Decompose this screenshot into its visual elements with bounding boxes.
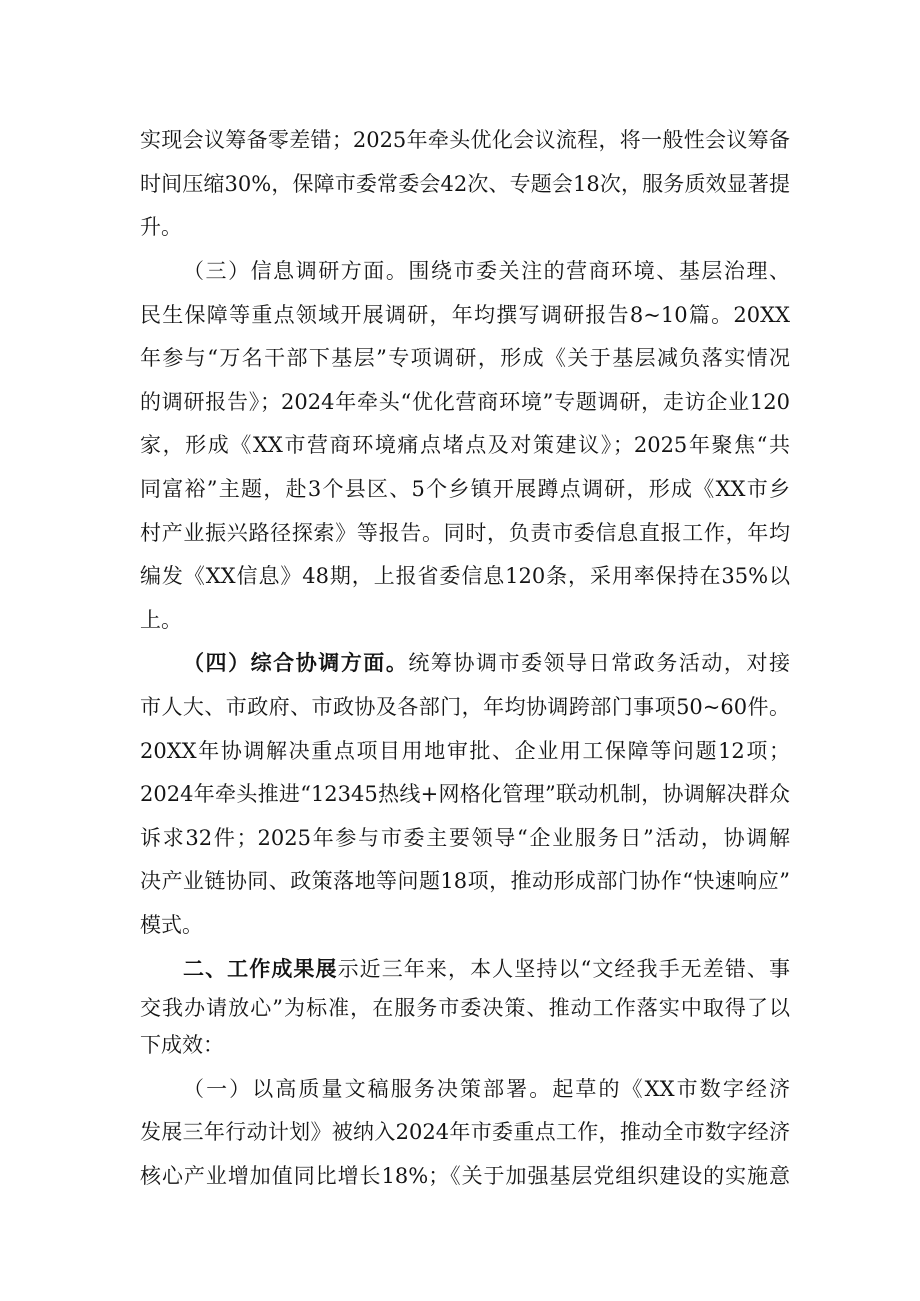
- text-line-l11: [140, 561, 790, 591]
- line-text: 决产业链协同、政策落地等问题18项，推动形成部门协作“快速响应”: [140, 869, 790, 893]
- line-text: 统筹协调市委领导日常政务活动，对接: [408, 651, 791, 675]
- text-line-l16: [140, 736, 790, 766]
- text-line-l03: [140, 212, 790, 242]
- text-line-l10: [140, 518, 790, 548]
- text-line-l26: [140, 1161, 790, 1191]
- text-line-l22: [140, 993, 790, 1023]
- line-text: 上。: [140, 608, 182, 632]
- line-text: 核心产业增加值同比增长18%；《关于加强基层党组织建设的实施意: [140, 1164, 790, 1188]
- line-text: 家，形成《XX市营商环境痛点堵点及对策建议》；2025年聚焦“共: [140, 433, 790, 457]
- line-text: （一）以高质量文稿服务决策部署。起草的《XX市数字经济: [183, 1077, 790, 1101]
- text-line-l25: [140, 1117, 790, 1147]
- line-text: 下成效：: [140, 1033, 224, 1057]
- line-text: 20XX年协调解决重点项目用地审批、企业用工保障等问题12项；: [140, 739, 790, 763]
- text-line-l04: [183, 256, 790, 286]
- line-text: 民生保障等重点领域开展调研，年均撰写调研报告8~10篇。20XX: [140, 303, 790, 327]
- line-text: 村产业振兴路径探索》等报告。同时，负责市委信息直报工作，年均: [140, 521, 790, 545]
- text-line-l05: [140, 300, 790, 330]
- line-text: 年参与“万名干部下基层”专项调研，形成《关于基层减负落实情况: [140, 346, 790, 370]
- text-line-l15: [140, 692, 790, 722]
- text-line-l19: [140, 866, 790, 896]
- heading-label: 二、工作成果展: [183, 956, 338, 981]
- line-text: 模式。: [140, 913, 203, 937]
- text-line-l14: [183, 648, 790, 678]
- text-line-l07: [140, 387, 790, 417]
- text-line-l02: [140, 169, 790, 199]
- line-text: 交我办请放心”为标准，在服务市委决策、推动工作落实中取得了以: [140, 996, 790, 1020]
- text-line-l18: [140, 823, 790, 853]
- line-text: 示近三年来，本人坚持以“文经我手无差错、事: [337, 957, 791, 981]
- text-line-l20: [140, 910, 790, 940]
- text-line-l21: [183, 954, 790, 984]
- text-line-l01: [140, 125, 790, 155]
- line-text: 2024年牵头推进“12345热线+网格化管理”联动机制，协调解决群众: [140, 782, 790, 806]
- line-text: 同富裕”主题，赴3个县区、5个乡镇开展蹲点调研，形成《XX市乡: [140, 477, 790, 501]
- line-text: 的调研报告》；2024年牵头“优化营商环境”专题调研，走访企业120: [140, 390, 790, 414]
- text-line-l12: [140, 605, 790, 635]
- line-text: 发展三年行动计划》被纳入2024年市委重点工作，推动全市数字经济: [140, 1120, 790, 1144]
- text-line-l24: [183, 1074, 790, 1104]
- line-text: 时间压缩30%，保障市委常委会42次、专题会18次，服务质效显著提: [140, 172, 790, 196]
- text-line-l17: [140, 779, 790, 809]
- text-line-l09: [140, 474, 790, 504]
- line-text: （三）信息调研方面。围绕市委关注的营商环境、基层治理、: [183, 259, 790, 283]
- text-line-l08: [140, 430, 790, 460]
- line-text: 诉求32件；2025年参与市委主要领导“企业服务日”活动，协调解: [140, 826, 790, 850]
- heading-label: （四）综合协调方面。: [183, 650, 409, 675]
- line-text: 实现会议筹备零差错；2025年牵头优化会议流程，将一般性会议筹备: [140, 128, 790, 152]
- text-line-l06: [140, 343, 790, 373]
- line-text: 编发《XX信息》48期，上报省委信息120条，采用率保持在35%以: [140, 564, 790, 588]
- line-text: 升。: [140, 215, 182, 239]
- text-line-l23: [140, 1030, 790, 1060]
- line-text: 市人大、市政府、市政协及各部门，年均协调跨部门事项50~60件。: [140, 695, 790, 719]
